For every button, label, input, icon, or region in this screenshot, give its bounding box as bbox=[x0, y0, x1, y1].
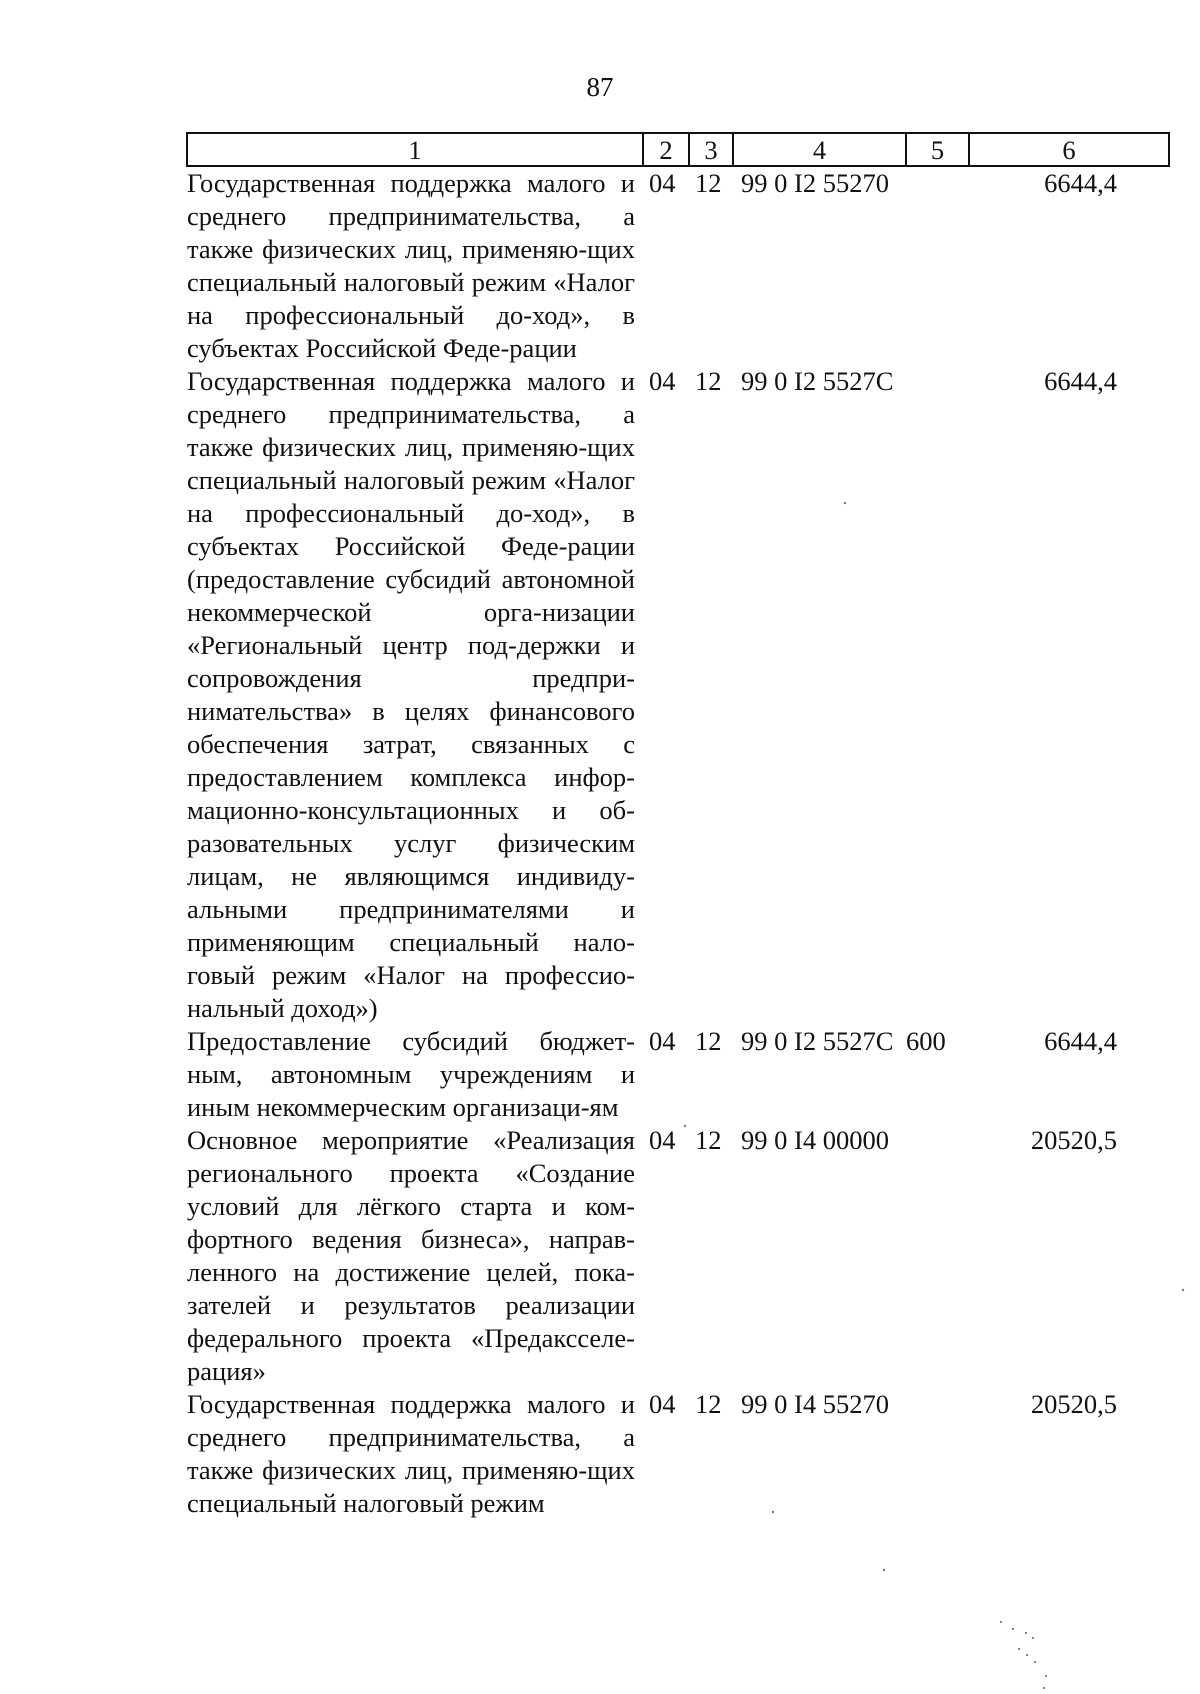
row-name-cell: Предоставление субсидий бюджет-ным, автономным учреждениям и иным некоммерческим организаци-ям bbox=[187, 1026, 635, 1122]
row-name-cell: Государственная поддержка малого и среднего предпринимательства, а также физических лиц, применяю-щих специальный налоговый режим bbox=[187, 1389, 635, 1518]
header-col-3: 3 bbox=[689, 133, 733, 166]
page-number: 87 bbox=[586, 72, 614, 102]
row-name-cell: Государственная поддержка малого и среднего предпринимательства, а также физических лиц, применяю-щих специальный налоговый режим «Налог на профессиональный до-ход», в субъектах Российской Феде-рации bbox=[187, 168, 635, 363]
row-section-cell: 04 bbox=[649, 1389, 676, 1419]
header-col-2: 2 bbox=[643, 133, 689, 166]
row-expense-type-cell: 600 bbox=[906, 1026, 946, 1056]
row-amount-cell: 6644,4 bbox=[1044, 366, 1117, 396]
header-col-6: 6 bbox=[969, 133, 1169, 166]
row-expense-type-cell bbox=[906, 166, 969, 365]
header-col-4: 4 bbox=[733, 133, 906, 166]
row-name-cell: Основное мероприятие «Реализация регионального проекта «Создание условий для лёгкого старта и ком-фортного ведения бизнеса», направ-ленного на достижение целей, пока-зателей и результатов реализации федерального проекта «Предаксселе-рация» bbox=[187, 1125, 635, 1386]
table-row bbox=[187, 1025, 1169, 1124]
budget-table bbox=[186, 132, 1170, 1520]
row-expense-type-cell bbox=[906, 365, 969, 1025]
row-amount-cell: 20520,5 bbox=[1030, 1389, 1117, 1419]
row-expense-type-cell bbox=[906, 1388, 969, 1520]
row-target-article-cell: 99 0 I2 5527C bbox=[741, 366, 894, 396]
table-header bbox=[187, 133, 1169, 166]
header-col-5: 5 bbox=[906, 133, 969, 166]
row-section-cell: 04 bbox=[649, 366, 676, 396]
row-amount-cell: 20520,5 bbox=[1030, 1125, 1117, 1155]
row-amount-cell: 6644,4 bbox=[1044, 1026, 1117, 1056]
row-target-article-cell: 99 0 I2 5527C bbox=[741, 1026, 894, 1056]
table-body bbox=[187, 166, 1169, 1520]
row-target-article-cell: 99 0 I4 00000 bbox=[741, 1125, 889, 1155]
row-subsection-cell: 12 bbox=[695, 1125, 722, 1155]
table-row bbox=[187, 1388, 1169, 1520]
row-subsection-cell: 12 bbox=[695, 1026, 722, 1056]
row-target-article-cell: 99 0 I4 55270 bbox=[741, 1389, 889, 1419]
table-row bbox=[187, 1124, 1169, 1388]
table-row bbox=[187, 365, 1169, 1025]
row-section-cell: 04 bbox=[649, 168, 676, 198]
header-row bbox=[187, 133, 1169, 166]
row-name-cell: Государственная поддержка малого и среднего предпринимательства, а также физических лиц, применяю-щих специальный налоговый режим «Налог на профессиональный до-ход», в субъектах Российской Феде-рации (предоставление субсидий автономной некоммерческой орга-низации «Региональный центр под-держки и сопровождения предпри-нимательства» в целях финансового обеспечения затрат, связанных с предоставлением комплекса инфор-мационно-консультационных и об-разовательных услуг физическим лицам, не являющимся индивиду-альными предпринимателями и применяющим специальный нало-говый режим «Налог на профессио-нальный доход») bbox=[187, 366, 635, 1023]
table-row bbox=[187, 166, 1169, 365]
row-subsection-cell: 12 bbox=[695, 1389, 722, 1419]
row-target-article-cell: 99 0 I2 55270 bbox=[741, 168, 889, 198]
row-subsection-cell: 12 bbox=[695, 366, 722, 396]
header-col-1: 1 bbox=[187, 133, 643, 166]
row-section-cell: 04 bbox=[649, 1026, 676, 1056]
row-section-cell: 04 bbox=[649, 1125, 676, 1155]
row-subsection-cell: 12 bbox=[695, 168, 722, 198]
row-amount-cell: 6644,4 bbox=[1044, 168, 1117, 198]
row-expense-type-cell bbox=[906, 1124, 969, 1388]
